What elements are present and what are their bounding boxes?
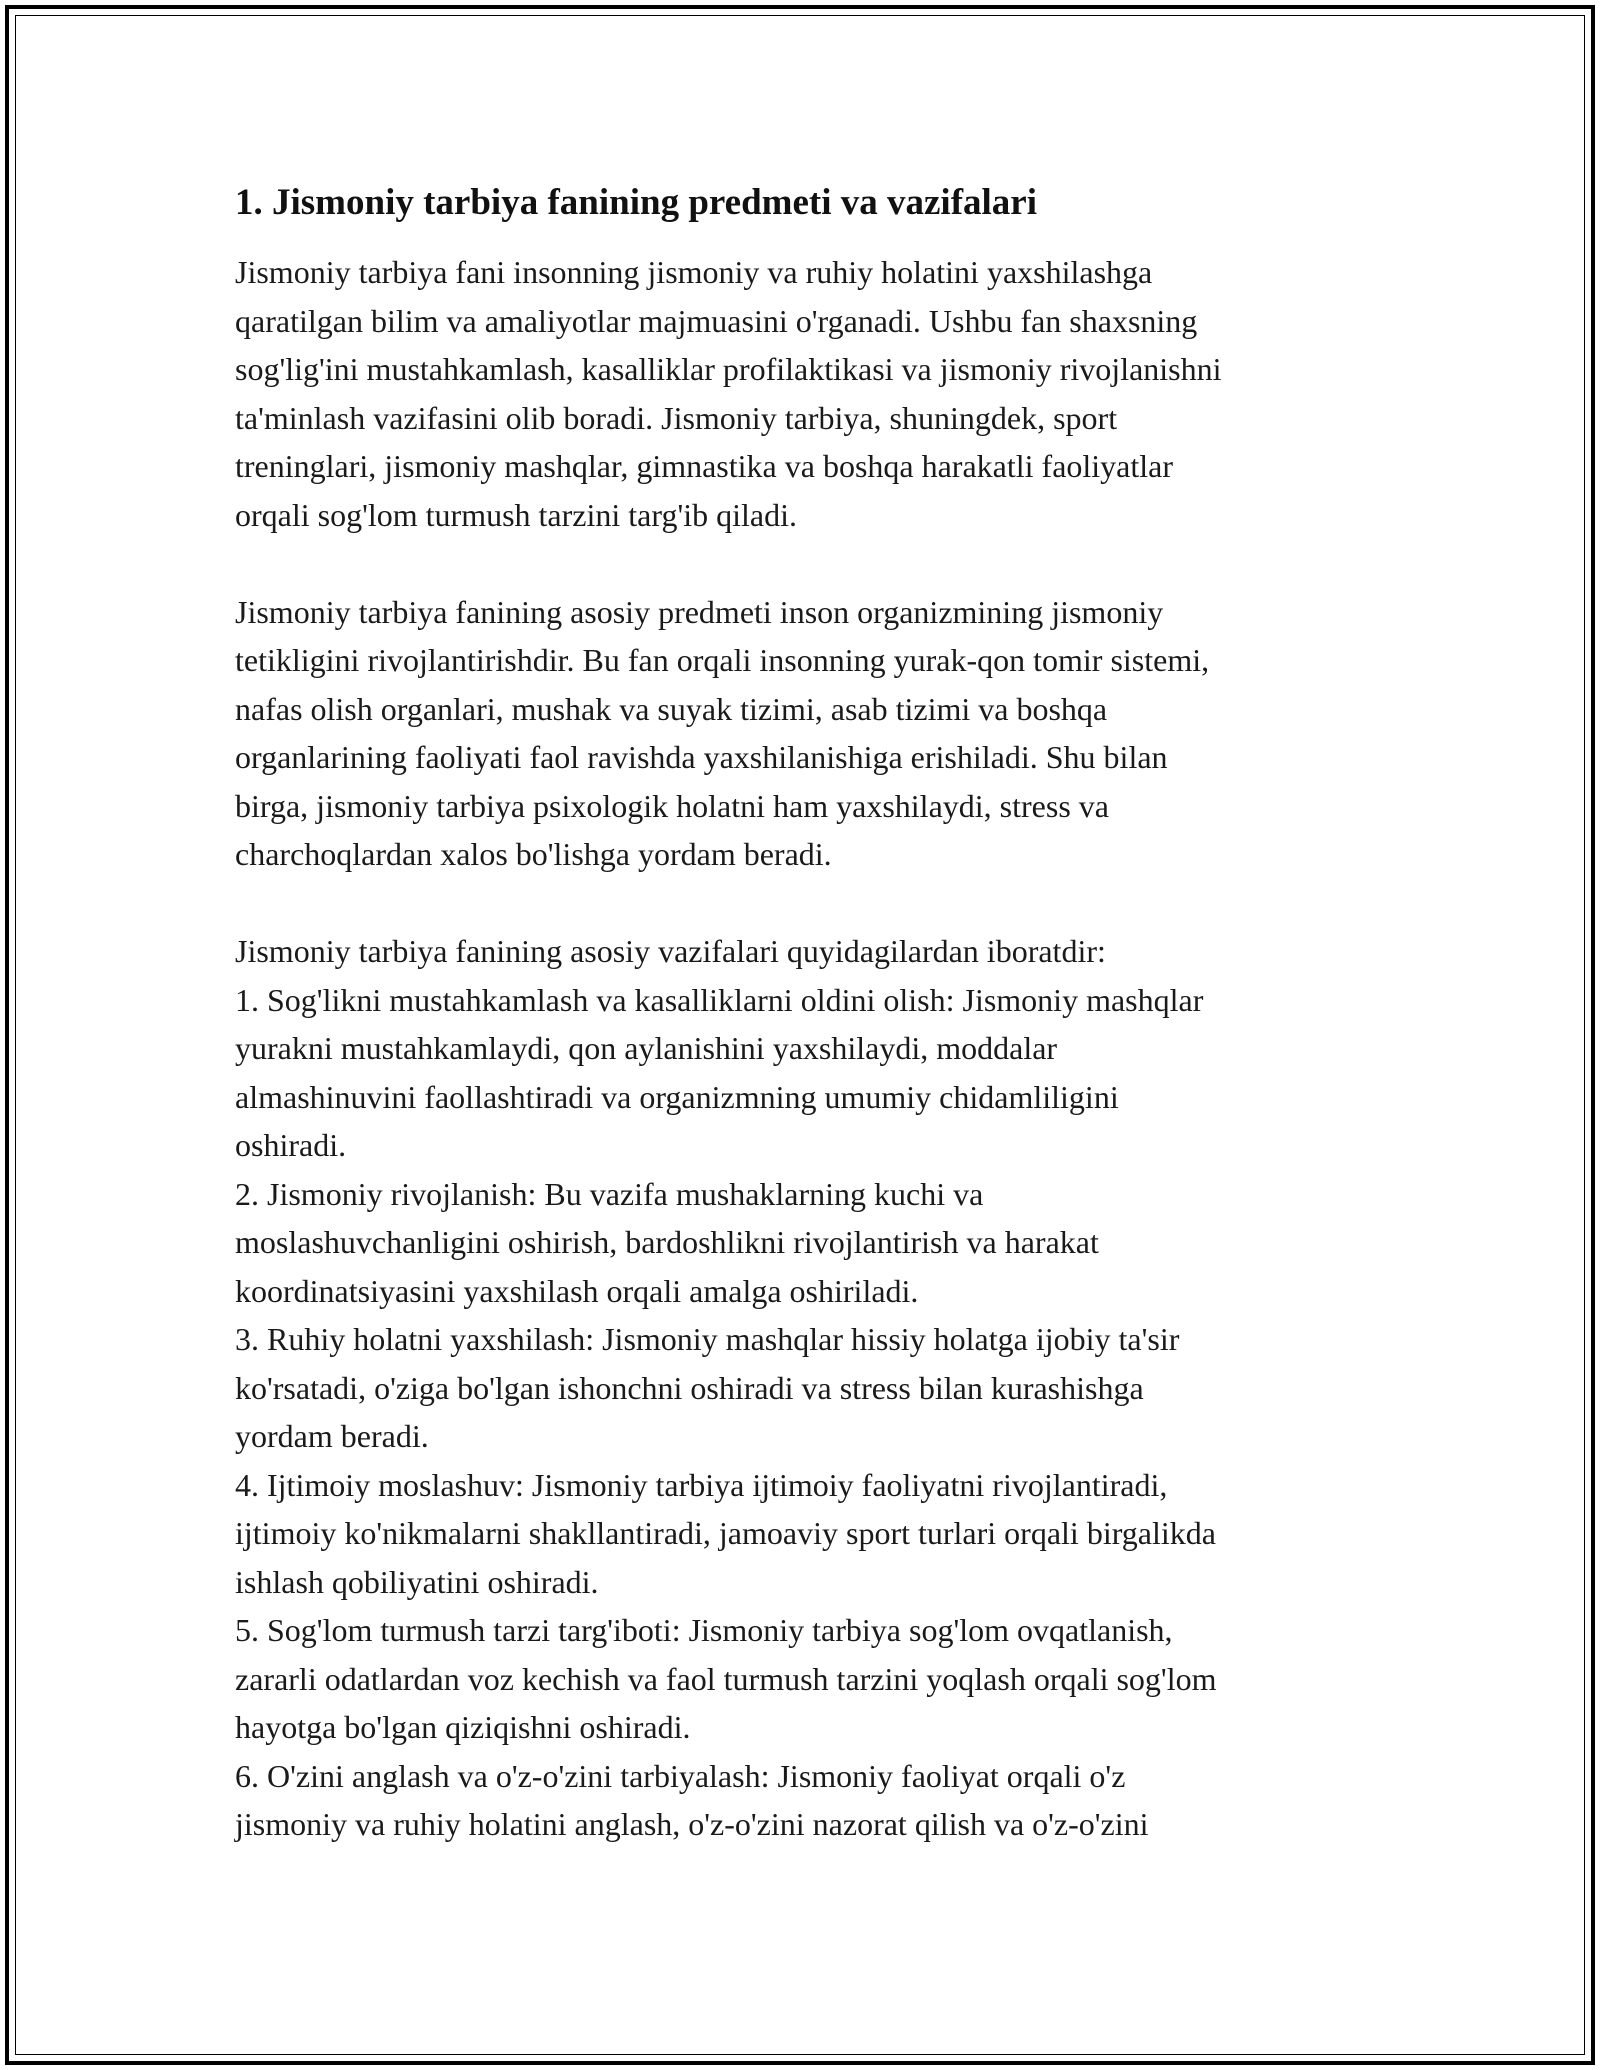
paragraph-gap [235, 539, 1395, 588]
paragraph-gap [235, 879, 1395, 928]
text-line: oshiradi. [235, 1127, 347, 1163]
text-line: 6. O'zini anglash va o'z-o'zini tarbiyalash: Jismoniy faoliyat orqali o'z [235, 1757, 1126, 1794]
body-text [235, 248, 1395, 1849]
document-body [235, 178, 1395, 1849]
text-line: treninglari, jismoniy mashqlar, gimnastika va boshqa harakatli faoliyatlar [235, 448, 1174, 484]
text-line: moslashuvchanligini oshirish, bardoshlikni rivojlantirish va harakat [235, 1224, 1099, 1260]
text-line: 2. Jismoniy rivojlanish: Bu vazifa mushaklarning kuchi va [235, 1175, 984, 1212]
text-line: jismoniy va ruhiy holatini anglash, o'z-o'zini nazorat qilish va o'z-o'zini [235, 1806, 1149, 1842]
text-line: 4. Ijtimoiy moslashuv: Jismoniy tarbiya ijtimoiy faoliyatni rivojlantiradi, [235, 1466, 1168, 1503]
text-line: organlarining faoliyati faol ravishda yaxshilanishiga erishiladi. Shu bilan [235, 739, 1168, 775]
text-line: Jismoniy tarbiya fanining asosiy predmeti inson organizmining jismoniy [235, 593, 1164, 630]
text-line: zararli odatlardan voz kechish va faol turmush tarzini yoqlash orqali sog'lom [235, 1660, 1217, 1697]
text-line: 5. Sog'lom turmush tarzi targ'iboti: Jismoniy tarbiya sog'lom ovqatlanish, [235, 1612, 1173, 1648]
text-line: ijtimoiy ko'nikmalarni shakllantiradi, jamoaviy sport turlari orqali birgalikda [235, 1515, 1216, 1551]
text-line: Jismoniy tarbiya fanining asosiy vazifalari quyidagilardan iboratdir: [235, 933, 1106, 969]
text-line: 3. Ruhiy holatni yaxshilash: Jismoniy mashqlar hissiy holatga ijobiy ta'sir [235, 1321, 1180, 1357]
text-line: tetikligini rivojlantirishdir. Bu fan orqali insonning yurak-qon tomir sistemi, [235, 642, 1210, 678]
text-line: 1. Sog'likni mustahkamlash va kasalliklarni oldini olish: Jismoniy mashqlar [235, 981, 1204, 1018]
text-line: yurakni mustahkamlaydi, qon aylanishini yaxshilaydi, moddalar [235, 1030, 1058, 1066]
text-line: koordinatsiyasini yaxshilash orqali amalga oshiriladi. [235, 1272, 919, 1309]
text-line: orqali sog'lom turmush tarzini targ'ib qiladi. [235, 496, 797, 533]
text-line: charchoqlardan xalos bo'lishga yordam beradi. [235, 836, 832, 872]
text-line: hayotga bo'lgan qiziqishni oshiradi. [235, 1709, 691, 1745]
text-line: almashinuvini faollashtiradi va organizmning umumiy chidamliligini [235, 1078, 1119, 1115]
text-line: Jismoniy tarbiya fani insonning jismoniy va ruhiy holatini yaxshilashga [235, 254, 1153, 290]
text-line: ishlash qobiliyatini oshiradi. [235, 1563, 599, 1600]
text-line: ko'rsatadi, o'ziga bo'lgan ishonchni oshiradi va stress bilan kurashishga [235, 1369, 1144, 1406]
text-line: qaratilgan bilim va amaliyotlar majmuasini o'rganadi. Ushbu fan shaxsning [235, 302, 1198, 339]
text-line: nafas olish organlari, mushak va suyak tizimi, asab tizimi va boshqa [235, 690, 1108, 727]
section-heading: 1. Jismoniy tarbiya fanining predmeti va vazifalari [235, 182, 1038, 223]
text-line: birga, jismoniy tarbiya psixologik holatni ham yaxshilaydi, stress va [235, 787, 1109, 824]
text-line: sog'lig'ini mustahkamlash, kasalliklar profilaktikasi va jismoniy rivojlanishni [235, 351, 1222, 387]
text-line: yordam beradi. [235, 1418, 429, 1454]
text-line: ta'minlash vazifasini olib boradi. Jismoniy tarbiya, shuningdek, sport [235, 399, 1118, 436]
